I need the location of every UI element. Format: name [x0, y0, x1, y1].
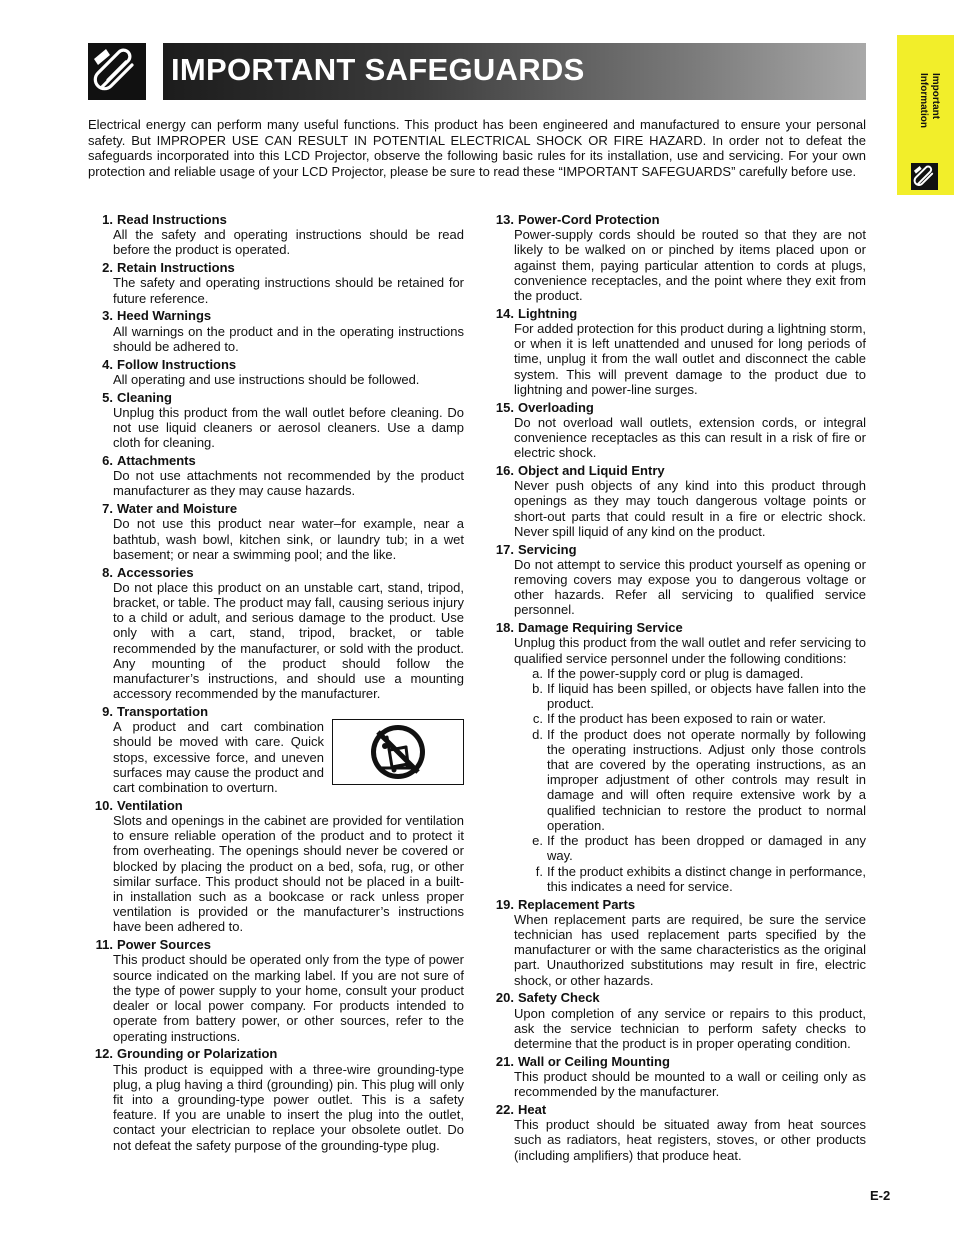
item-number: 20. — [495, 990, 514, 1006]
item-title: Water and Moisture — [117, 501, 238, 517]
item-heading — [88, 260, 464, 275]
item-number: 22. — [495, 1101, 514, 1117]
item-text: Do not place this product on an unstable cart, stand, tripod, bracket, or table. The product may fall, causing serious injury to a child or adult, and serious damage to the product. Use only with a cart, stand, tripod, bracket, or table recommended by the manufacturer, or sold with the product. Any mounting of the product should follow the manufacturer’s instructions, and should use a mounting accessory recommended by the manufacturer. — [113, 579, 464, 702]
condition-letter: d. — [532, 726, 543, 742]
item-number: 2. — [102, 260, 113, 276]
item-title: Retain Instructions — [117, 260, 235, 276]
item-number: 19. — [495, 896, 514, 912]
item-body — [113, 813, 464, 935]
item-text: When replacement parts are required, be sure the service technician has used replacement parts specified by the manufacturer or with the same characteristics as the original part. Unauthorized substitutions may result in fire, electric shock, or other hazards. — [514, 911, 866, 988]
item-body — [514, 478, 866, 539]
item-number: 17. — [495, 541, 514, 557]
item-text: Unplug this product from the wall outlet and refer servicing to qualified service personnel under the following conditions: — [514, 635, 866, 666]
condition-item — [514, 727, 866, 833]
item-heading — [88, 1046, 464, 1061]
item-text: Slots and openings in the cabinet are provided for ventilation to ensure reliable operation of the product and to protect it from overheating. The openings should never be covered or blocked by placing the product on a bed, sofa, rug, or other similar surface. This product should not be placed in a built-in installation such as a bookcase or rack unless proper ventilation is provided or the manufacturer’s instructions have been adhered to. — [113, 813, 464, 935]
item-body — [113, 516, 464, 562]
item-number: 21. — [495, 1053, 514, 1069]
item-body — [113, 580, 464, 702]
item-number: 4. — [102, 356, 113, 372]
item-text: This product should be mounted to a wall or ceiling only as recommended by the manufacturer. — [514, 1068, 866, 1100]
item-title: Accessories — [117, 564, 194, 580]
item-text: Do not use this product near water–for example, near a bathtub, wash bowl, kitchen sink, or laundry tub; in a wet basement; or near a swimming pool; and the like. — [113, 516, 464, 562]
item-text: This product should be situated away from heat sources such as radiators, heat registers, stoves, or other products (including amplifiers) that produce heat. — [514, 1117, 866, 1163]
condition-text: If the power-supply cord or plug is damaged. — [547, 665, 804, 681]
item-heading — [489, 306, 866, 321]
section-tab-icon-box — [911, 163, 938, 190]
item-text: Do not overload wall outlets, extension cords, or integral convenience receptacles as this can result in a risk of fire or electric shock. — [514, 414, 866, 461]
item-body — [113, 372, 464, 387]
item-text: Power-supply cords should be routed so that they are not likely to be walked on or pinched by items placed upon or against them, paying particular attention to cords at plugs, convenience receptacles, and the point where they exit from the product. — [514, 227, 866, 304]
item-text: Unplug this product from the wall outlet before cleaning. Do not use liquid cleaners or aerosol cleaners. Use a damp cloth for cleaning. — [113, 404, 464, 451]
item-title: Read Instructions — [117, 212, 227, 227]
safeguard-item — [88, 260, 464, 306]
item-body — [514, 635, 866, 665]
header-logo — [88, 43, 146, 100]
safeguard-item — [489, 1102, 866, 1163]
item-title: Overloading — [518, 399, 594, 415]
safeguard-item — [88, 390, 464, 451]
condition-letter: b. — [532, 681, 543, 697]
item-number: 13. — [495, 212, 514, 227]
condition-letter: e. — [532, 833, 543, 849]
item-body — [113, 952, 464, 1043]
cart-warning-figure — [332, 719, 464, 785]
item-body — [514, 557, 866, 618]
item-body — [113, 468, 464, 498]
item-body — [514, 1069, 866, 1099]
item-body — [113, 324, 464, 354]
page-title: IMPORTANT SAFEGUARDS — [171, 52, 585, 87]
item-heading — [88, 937, 464, 952]
item-number: 11. — [95, 937, 113, 953]
item-heading — [489, 212, 866, 227]
condition-item — [514, 681, 866, 711]
condition-text: If the product exhibits a distinct change in performance, this indicates a need for service. — [547, 863, 866, 894]
item-heading — [489, 463, 866, 478]
condition-text: If the product does not operate normally by following the operating instructions. Adjust only those controls that are covered by the operating instructions, as an improper adjustment of other controls may result in damage and will often require extensive work by a qualified technician to restore the product to normal operation. — [547, 726, 866, 833]
safeguard-item — [489, 400, 866, 461]
item-title: Ventilation — [117, 797, 183, 813]
item-title: Servicing — [518, 541, 577, 557]
item-body — [514, 227, 866, 303]
item-text: All operating and use instructions should be followed. — [113, 371, 420, 387]
item-heading — [489, 1102, 866, 1117]
item-number: 9. — [102, 704, 113, 720]
safeguard-item — [88, 357, 464, 387]
item-body — [113, 405, 464, 451]
condition-item — [514, 833, 866, 863]
item-body — [514, 912, 866, 988]
item-text: This product is equipped with a three-wire grounding-type plug, a plug having a third (grounding) pin. This plug will only fit into a grounding-type power outlet. This is a safety feature. If you are unable to insert the plug into the outlet, contact your electrician to replace your obsolete outlet. Do not defeat the safety purpose of the grounding-type plug. — [113, 1061, 464, 1153]
safeguard-item — [88, 212, 464, 258]
item-heading — [88, 453, 464, 468]
item-text: Upon completion of any service or repairs to this product, ask the service technician to perform safety checks to determine that the product is in proper operating condition. — [514, 1005, 866, 1051]
item-title: Power Sources — [117, 937, 211, 953]
item-heading — [489, 990, 866, 1005]
item-heading — [489, 620, 866, 635]
intro-paragraph: Electrical energy can perform many useful functions. This product has been engineered and manufactured to ensure your personal safety. But IMPROPER USE CAN RESULT IN POTENTIAL ELECTRICAL SHOCK OR FIRE HAZARD. In order not to defeat the safeguards incorporated into this LCD Projector, observe the following basic rules for its installation, use and servicing. For your own protection and reliable usage of your LCD Projector, please be sure to read these “IMPORTANT SAFEGUARDS” carefully before use. — [88, 117, 866, 179]
item-title: Lightning — [518, 305, 578, 321]
item-title: Wall or Ceiling Mounting — [518, 1053, 670, 1069]
item-title: Follow Instructions — [117, 356, 237, 372]
safeguard-item — [489, 1054, 866, 1100]
section-tab — [897, 35, 954, 195]
item-body — [113, 275, 464, 305]
item-text: This product should be operated only from the type of power source indicated on the marking label. If you are not sure of the type of power supply to your home, consult your product dealer or local power company. For products intended to operate from battery power, or other sources, refer to the operating instructions. — [113, 952, 464, 1044]
item-title: Heat — [518, 1101, 547, 1117]
safeguard-item — [489, 212, 866, 303]
item-body — [113, 1062, 464, 1153]
item-text: Do not attempt to service this product yourself as opening or removing covers may expose you to dangerous voltage or other hazards. Refer all servicing to qualified service personnel. — [514, 556, 866, 618]
condition-letter: f. — [535, 863, 543, 879]
safeguard-item — [88, 308, 464, 354]
safeguard-item — [88, 565, 464, 702]
item-text: A product and cart combination should be moved with care. Quick stops, excessive force, and uneven surfaces may cause the product and cart combination to overturn. — [113, 719, 324, 796]
safeguard-item — [88, 798, 464, 935]
section-tab-label-line1: Important — [930, 73, 941, 120]
section-tab-label-line2: Information — [918, 73, 929, 128]
item-number: 18. — [495, 620, 514, 636]
item-text: Do not use attachments not recommended by the product manufacturer as they may cause hazards. — [113, 468, 464, 499]
item-text: Never push objects of any kind into this product through openings as they may touch dangerous voltage points or short-out parts that could result in a fire or electric shock. Never spill liquid of any kind on the product. — [514, 478, 866, 539]
item-number: 12. — [94, 1046, 113, 1062]
item-number: 3. — [102, 308, 113, 324]
safeguard-item — [88, 937, 464, 1043]
item-number: 7. — [102, 501, 113, 517]
item-number: 15. — [495, 399, 514, 415]
item-heading — [88, 308, 464, 323]
cart-tip-over-warning-icon — [368, 722, 428, 782]
safeguard-item — [489, 542, 866, 618]
item-title: Safety Check — [518, 990, 600, 1006]
item-title: Damage Requiring Service — [518, 620, 683, 636]
item-body — [514, 321, 866, 397]
page-number: E-2 — [870, 1188, 891, 1203]
condition-text: If liquid has been spilled, or objects have fallen into the product. — [547, 681, 866, 712]
item-body — [514, 415, 866, 461]
item-text: For added protection for this product during a lightning storm, or when it is left unattended and unused for long periods of time, unplug it from the wall outlet and disconnect the cable system. This will prevent damage to the product due to lightning and power-line surges. — [514, 321, 866, 397]
safeguard-item — [489, 306, 866, 397]
item-heading — [88, 212, 464, 227]
safeguard-item — [88, 501, 464, 562]
safeguard-clip-icon — [913, 165, 937, 189]
item-heading — [88, 798, 464, 813]
item-title: Heed Warnings — [117, 308, 212, 324]
condition-text: If the product has been dropped or damaged in any way. — [547, 833, 866, 864]
item-title: Cleaning — [117, 389, 172, 405]
item-title: Transportation — [117, 704, 209, 720]
item-title: Grounding or Polarization — [117, 1046, 278, 1062]
safeguard-item — [489, 897, 866, 988]
item-title: Attachments — [117, 453, 196, 469]
item-heading — [489, 400, 866, 415]
condition-item — [514, 711, 866, 726]
item-text: The safety and operating instructions should be retained for future reference. — [113, 275, 464, 306]
item-number: 10. — [94, 797, 113, 813]
safeguard-item — [88, 704, 464, 795]
item-heading — [489, 897, 866, 912]
item-number: 6. — [102, 453, 113, 469]
condition-text: If the product has been exposed to rain or water. — [547, 711, 826, 727]
condition-item — [514, 864, 866, 894]
item-number: 16. — [495, 463, 514, 479]
safeguard-item — [489, 990, 866, 1051]
safeguard-item — [88, 1046, 464, 1152]
item-body — [113, 719, 464, 795]
item-title: Replacement Parts — [518, 896, 636, 912]
item-heading — [489, 542, 866, 557]
item-body — [113, 227, 464, 257]
safeguard-item — [489, 463, 866, 539]
item-heading — [88, 390, 464, 405]
item-heading — [88, 357, 464, 372]
condition-letter: a. — [532, 665, 543, 681]
right-column — [489, 212, 866, 1165]
item-heading — [88, 704, 464, 719]
item-number: 8. — [102, 564, 113, 580]
safeguard-clip-icon — [92, 47, 142, 97]
item-body — [514, 1117, 866, 1163]
condition-letter: c. — [532, 711, 543, 727]
item-heading — [489, 1054, 866, 1069]
item-number: 1. — [102, 212, 113, 227]
item-title: Power-Cord Protection — [518, 212, 660, 227]
item-heading — [88, 565, 464, 580]
item-number: 14. — [495, 305, 514, 321]
condition-item — [514, 666, 866, 681]
item-title: Object and Liquid Entry — [518, 463, 665, 479]
item-body — [514, 1006, 866, 1052]
left-column — [88, 212, 464, 1155]
item-heading — [88, 501, 464, 516]
safeguard-item — [88, 453, 464, 499]
item-text: All the safety and operating instructions should be read before the product is operated. — [113, 227, 464, 258]
item-text: All warnings on the product and in the operating instructions should be adhered to. — [113, 323, 464, 354]
item-number: 5. — [102, 389, 113, 405]
title-bar — [163, 43, 866, 100]
safeguard-item — [489, 620, 866, 894]
